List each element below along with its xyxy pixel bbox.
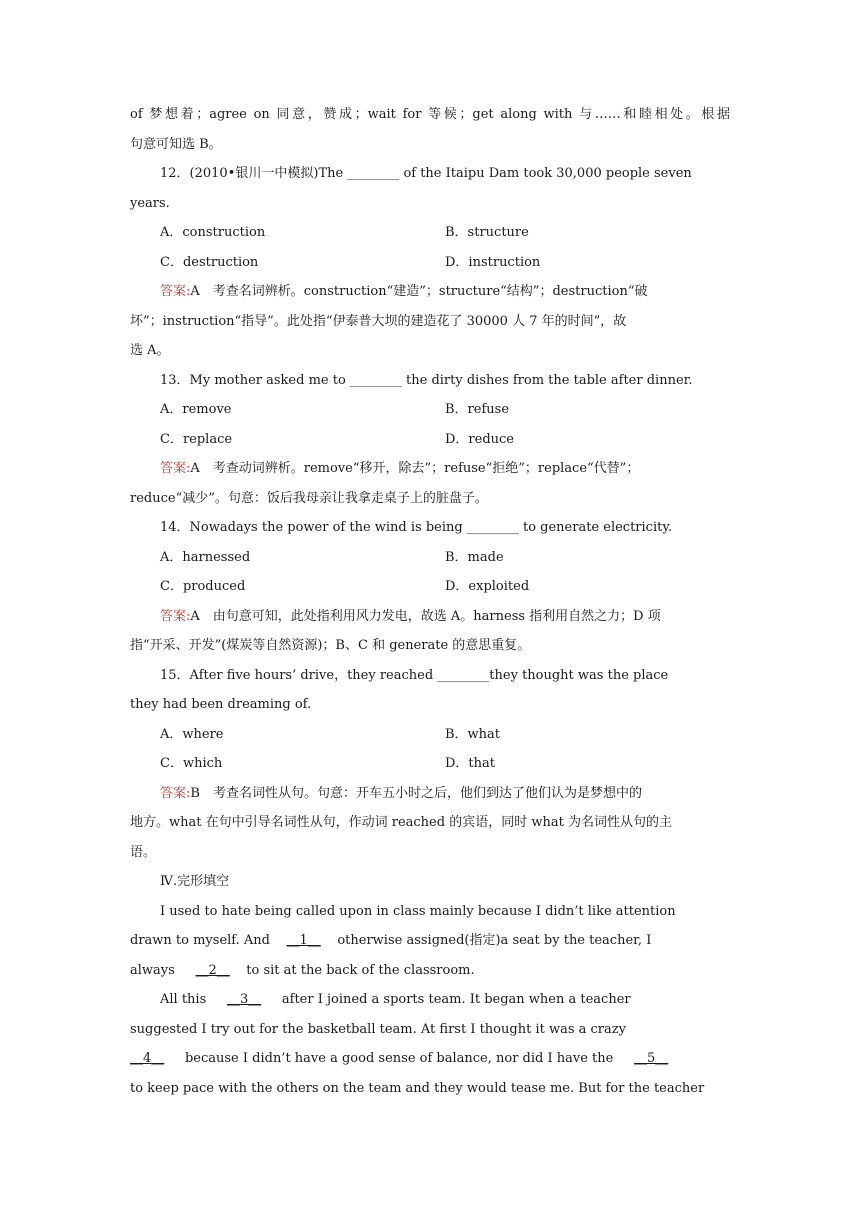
- question-15: 15．After five hours’ drive，they reached ________they thought was the place: [160, 667, 669, 683]
- answer-13-line-1: [130, 454, 730, 484]
- passage-text: otherwise assigned(指定)a seat by the teacher, I: [337, 933, 652, 948]
- question-12-options-row-2: [130, 248, 730, 278]
- answer-13-line-2: reduce“减少”。句意：饭后我母亲让我拿走桌子上的脏盘子。: [130, 490, 488, 506]
- option-a: A．remove: [160, 402, 232, 417]
- answer-text: A 由句意可知，此处指利用风力发电，故选 A。harness 指利用自然之力；D 项: [190, 608, 661, 624]
- passage-line: suggested I try out for the basketball team. At first I thought it was a crazy: [130, 1021, 626, 1037]
- question-14-options-row-2: [130, 572, 730, 602]
- blank-3: __3__: [226, 992, 262, 1007]
- question-12-options-row-1: [130, 218, 730, 248]
- passage-line: [130, 956, 730, 986]
- question-12: 12．(2010•银川一中模拟)The ________ of the Itaipu Dam took 30,000 people seven: [160, 166, 692, 181]
- option-b: B．made: [445, 549, 504, 565]
- option-d: D．reduce: [445, 431, 514, 447]
- document-page: [130, 100, 730, 1103]
- blank-1: __1__: [286, 933, 321, 948]
- option-d: D．that: [445, 756, 495, 771]
- passage-text: to sit at the back of the classroom.: [246, 962, 475, 978]
- answer-label: 答案:: [160, 461, 191, 476]
- option-b: B．refuse: [445, 402, 510, 417]
- passage-line: [130, 926, 730, 956]
- passage-text: All this: [160, 992, 207, 1007]
- answer-text: A 考查动词辨析。remove“移开，除去”；refuse“拒绝”；replace“代替”；: [190, 461, 640, 476]
- passage-line: [130, 985, 730, 1015]
- option-c: C．replace: [160, 431, 233, 447]
- passage-line: I used to hate being called upon in class mainly because I didn’t like attention: [160, 903, 676, 919]
- blank-4: __4__: [130, 1051, 165, 1066]
- option-d: D．instruction: [445, 254, 541, 270]
- blank-5: __5__: [634, 1051, 669, 1066]
- section-heading: Ⅳ.完形填空: [160, 874, 230, 889]
- text-line: 句意可知选 B。: [130, 136, 222, 152]
- option-c: C．which: [160, 756, 223, 771]
- option-b: B．what: [445, 726, 501, 742]
- option-a: A．harnessed: [160, 549, 251, 565]
- text-line: of 梦想着；agree on 同意，赞成；wait for 等候；get along with 与……和睦相处。根据: [130, 107, 730, 122]
- question-13-options-row-2: [130, 425, 730, 455]
- question-14-options-row-1: [130, 543, 730, 573]
- answer-12-line-3: 选 A。: [130, 343, 170, 358]
- answer-15-line-2: 地方。what 在句中引导名词性从句，作动词 reached 的宾语，同时 what 为名词性从句的主: [130, 815, 672, 830]
- option-d: D．exploited: [445, 579, 530, 594]
- question-15-cont: they had been dreaming of.: [130, 697, 312, 712]
- answer-label: 答案:: [160, 785, 191, 801]
- option-c: C．produced: [160, 579, 246, 594]
- answer-text: A 考查名词辨析。construction“建造”；structure“结构”；destruction“破: [190, 284, 648, 299]
- answer-14-line-2: 指“开采、开发”(煤炭等自然资源)；B、C 和 generate 的意思重复。: [130, 638, 531, 653]
- answer-label: 答案:: [160, 284, 191, 299]
- passage-line: to keep pace with the others on the team and they would tease me. But for the teacher: [130, 1080, 705, 1096]
- question-15-options-row-1: [130, 720, 730, 750]
- question-13: 13．My mother asked me to ________ the dirty dishes from the table after dinner.: [160, 372, 693, 388]
- answer-15-line-1: [130, 779, 730, 809]
- answer-text: B 考查名词性从句。句意：开车五小时之后，他们到达了他们认为是梦想中的: [190, 785, 642, 801]
- question-15-options-row-2: [130, 749, 730, 779]
- answer-15-line-3: 语。: [130, 844, 157, 860]
- option-a: A．where: [160, 726, 224, 742]
- answer-12-line-2: 坏”；instruction“指导”。此处指“伊泰普大坝的建造花了 30000 人 7 年的时间”，故: [130, 313, 627, 329]
- question-12-cont: years.: [130, 195, 170, 211]
- option-c: C．destruction: [160, 254, 259, 270]
- passage-text: always: [130, 962, 175, 978]
- option-a: A．construction: [160, 225, 266, 240]
- answer-14-line-1: [130, 602, 730, 632]
- passage-text: drawn to myself. And: [130, 933, 270, 948]
- question-14: 14．Nowadays the power of the wind is being ________ to generate electricity.: [160, 520, 673, 535]
- passage-text: because I didn’t have a good sense of balance, nor did I have the: [184, 1051, 614, 1066]
- passage-line: [130, 1044, 730, 1074]
- option-b: B．structure: [445, 225, 529, 240]
- passage-text: after I joined a sports team. It began when a teacher: [281, 992, 631, 1007]
- answer-12-line-1: [130, 277, 730, 307]
- blank-2: __2__: [195, 962, 230, 978]
- answer-label: 答案:: [160, 608, 191, 624]
- question-13-options-row-1: [130, 395, 730, 425]
